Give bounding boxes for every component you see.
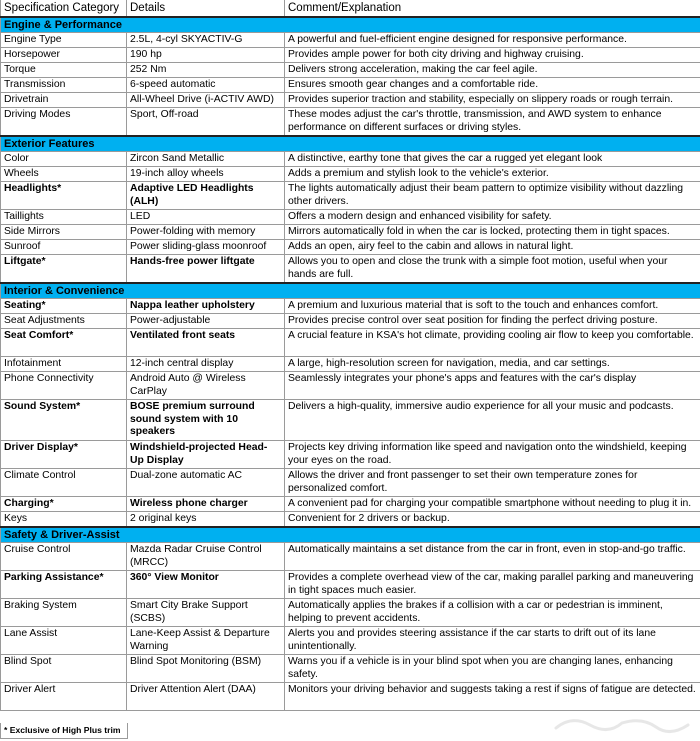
details-cell: Power-adjustable bbox=[127, 314, 285, 329]
category-cell: Wheels bbox=[1, 167, 127, 182]
category-cell: Torque bbox=[1, 63, 127, 78]
category-cell: Lane Assist bbox=[1, 627, 127, 655]
details-cell: Blind Spot Monitoring (BSM) bbox=[127, 655, 285, 683]
category-cell: Blind Spot bbox=[1, 655, 127, 683]
table-row bbox=[1, 329, 700, 357]
category-cell: Engine Type bbox=[1, 33, 127, 48]
category-cell: Phone Connectivity bbox=[1, 372, 127, 400]
details-cell: Sport, Off-road bbox=[127, 108, 285, 137]
comment-cell: These modes adjust the car's throttle, transmission, and AWD system to enhance performance on different surfaces or driving styles. bbox=[285, 108, 700, 137]
category-cell: Sound System* bbox=[1, 400, 127, 441]
table-row bbox=[1, 655, 700, 683]
table-row bbox=[1, 255, 700, 284]
comment-cell: Ensures smooth gear changes and a comfortable ride. bbox=[285, 78, 700, 93]
comment-cell: Provides a complete overhead view of the car, making parallel parking and maneuvering in tight spaces much easier. bbox=[285, 571, 700, 599]
category-cell: Horsepower bbox=[1, 48, 127, 63]
table-row bbox=[1, 182, 700, 210]
category-cell: Braking System bbox=[1, 599, 127, 627]
details-cell: LED bbox=[127, 210, 285, 225]
comment-cell: A crucial feature in KSA's hot climate, providing cooling air flow to keep you comfortable. bbox=[285, 329, 700, 357]
watermark-logo bbox=[552, 713, 692, 735]
comment-cell: Provides ample power for both city driving and highway cruising. bbox=[285, 48, 700, 63]
category-cell: Color bbox=[1, 152, 127, 167]
comment-cell: Delivers a high-quality, immersive audio experience for all your music and podcasts. bbox=[285, 400, 700, 441]
table-row bbox=[1, 543, 700, 571]
details-cell: Ventilated front seats bbox=[127, 329, 285, 357]
comment-cell: Offers a modern design and enhanced visibility for safety. bbox=[285, 210, 700, 225]
category-cell: Seat Adjustments bbox=[1, 314, 127, 329]
table-row bbox=[1, 357, 700, 372]
table-row bbox=[1, 441, 700, 469]
comment-cell: Monitors your driving behavior and suggests taking a rest if signs of fatigue are detected. bbox=[285, 683, 700, 711]
table-row bbox=[1, 48, 700, 63]
category-cell: Seat Comfort* bbox=[1, 329, 127, 357]
comment-cell: Provides precise control over seat position for finding the perfect driving posture. bbox=[285, 314, 700, 329]
comment-cell: Provides superior traction and stability, especially on slippery roads or rough terrain. bbox=[285, 93, 700, 108]
section-title: Safety & Driver-Assist bbox=[1, 527, 700, 543]
details-cell: 360° View Monitor bbox=[127, 571, 285, 599]
section-header-row bbox=[1, 136, 700, 152]
table-row bbox=[1, 33, 700, 48]
header-row bbox=[1, 0, 700, 17]
table-row bbox=[1, 108, 700, 137]
category-cell: Sunroof bbox=[1, 240, 127, 255]
details-cell: BOSE premium surround sound system with 10 speakers bbox=[127, 400, 285, 441]
table-row bbox=[1, 571, 700, 599]
column-header-details: Details bbox=[127, 0, 285, 17]
table-row bbox=[1, 599, 700, 627]
details-cell: Wireless phone charger bbox=[127, 497, 285, 512]
column-header-category: Specification Category bbox=[1, 0, 127, 17]
category-cell: Seating* bbox=[1, 299, 127, 314]
details-cell: Dual-zone automatic AC bbox=[127, 469, 285, 497]
comment-cell: Convenient for 2 drivers or backup. bbox=[285, 512, 700, 528]
table-row bbox=[1, 240, 700, 255]
details-cell: 6-speed automatic bbox=[127, 78, 285, 93]
details-cell: Hands-free power liftgate bbox=[127, 255, 285, 284]
details-cell: Driver Attention Alert (DAA) bbox=[127, 683, 285, 711]
details-cell: 190 hp bbox=[127, 48, 285, 63]
section-title: Exterior Features bbox=[1, 136, 700, 152]
comment-cell: Delivers strong acceleration, making the car feel agile. bbox=[285, 63, 700, 78]
table-row bbox=[1, 314, 700, 329]
table-row bbox=[1, 63, 700, 78]
comment-cell: Warns you if a vehicle is in your blind spot when you are changing lanes, enhancing safety. bbox=[285, 655, 700, 683]
table-row bbox=[1, 627, 700, 655]
category-cell: Side Mirrors bbox=[1, 225, 127, 240]
details-cell: Adaptive LED Headlights (ALH) bbox=[127, 182, 285, 210]
category-cell: Driver Display* bbox=[1, 441, 127, 469]
details-cell: Nappa leather upholstery bbox=[127, 299, 285, 314]
section-title: Interior & Convenience bbox=[1, 283, 700, 299]
comment-cell: A powerful and fuel-efficient engine designed for responsive performance. bbox=[285, 33, 700, 48]
section-header-row bbox=[1, 17, 700, 33]
footnote: * Exclusive of High Plus trim bbox=[0, 723, 128, 739]
category-cell: Infotainment bbox=[1, 357, 127, 372]
section-header-row bbox=[1, 527, 700, 543]
comment-cell: A distinctive, earthy tone that gives the car a rugged yet elegant look bbox=[285, 152, 700, 167]
comment-cell: The lights automatically adjust their beam pattern to optimize visibility without dazzling other drivers. bbox=[285, 182, 700, 210]
table-row bbox=[1, 400, 700, 441]
comment-cell: A large, high-resolution screen for navigation, media, and car settings. bbox=[285, 357, 700, 372]
details-cell: Windshield-projected Head-Up Display bbox=[127, 441, 285, 469]
comment-cell: Automatically maintains a set distance from the car in front, even in stop-and-go traffic. bbox=[285, 543, 700, 571]
category-cell: Transmission bbox=[1, 78, 127, 93]
table-row bbox=[1, 372, 700, 400]
comment-cell: Allows the driver and front passenger to set their own temperature zones for personalized comfort. bbox=[285, 469, 700, 497]
category-cell: Parking Assistance* bbox=[1, 571, 127, 599]
category-cell: Taillights bbox=[1, 210, 127, 225]
table-row bbox=[1, 683, 700, 711]
comment-cell: Projects key driving information like speed and navigation onto the windshield, keeping your eyes on the road. bbox=[285, 441, 700, 469]
table-row bbox=[1, 225, 700, 240]
category-cell: Drivetrain bbox=[1, 93, 127, 108]
table-row bbox=[1, 93, 700, 108]
details-cell: Mazda Radar Cruise Control (MRCC) bbox=[127, 543, 285, 571]
table-row bbox=[1, 497, 700, 512]
details-cell: All-Wheel Drive (i-ACTIV AWD) bbox=[127, 93, 285, 108]
details-cell: Smart City Brake Support (SCBS) bbox=[127, 599, 285, 627]
details-cell: 12-inch central display bbox=[127, 357, 285, 372]
section-title: Engine & Performance bbox=[1, 17, 700, 33]
comment-cell: Automatically applies the brakes if a collision with a car or pedestrian is imminent, helping to prevent accidents. bbox=[285, 599, 700, 627]
comment-cell: Seamlessly integrates your phone's apps and features with the car's display bbox=[285, 372, 700, 400]
category-cell: Driving Modes bbox=[1, 108, 127, 137]
comment-cell: Alerts you and provides steering assistance if the car starts to drift out of its lane unintentionally. bbox=[285, 627, 700, 655]
table-row bbox=[1, 512, 700, 528]
spec-table-body bbox=[1, 17, 700, 711]
details-cell: Lane-Keep Assist & Departure Warning bbox=[127, 627, 285, 655]
comment-cell: A convenient pad for charging your compatible smartphone without needing to plug it in. bbox=[285, 497, 700, 512]
details-cell: 252 Nm bbox=[127, 63, 285, 78]
table-row bbox=[1, 167, 700, 182]
details-cell: 19-inch alloy wheels bbox=[127, 167, 285, 182]
table-row bbox=[1, 78, 700, 93]
table-row bbox=[1, 210, 700, 225]
category-cell: Keys bbox=[1, 512, 127, 528]
details-cell: Power-folding with memory bbox=[127, 225, 285, 240]
details-cell: 2 original keys bbox=[127, 512, 285, 528]
category-cell: Charging* bbox=[1, 497, 127, 512]
table-row bbox=[1, 152, 700, 167]
details-cell: Power sliding-glass moonroof bbox=[127, 240, 285, 255]
table-row bbox=[1, 299, 700, 314]
comment-cell: Adds a premium and stylish look to the vehicle's exterior. bbox=[285, 167, 700, 182]
comment-cell: Allows you to open and close the trunk with a simple foot motion, useful when your hands are full. bbox=[285, 255, 700, 284]
details-cell: Zircon Sand Metallic bbox=[127, 152, 285, 167]
comment-cell: A premium and luxurious material that is soft to the touch and enhances comfort. bbox=[285, 299, 700, 314]
column-header-comment: Comment/Explanation bbox=[285, 0, 700, 17]
details-cell: Android Auto @ Wireless CarPlay bbox=[127, 372, 285, 400]
category-cell: Climate Control bbox=[1, 469, 127, 497]
category-cell: Cruise Control bbox=[1, 543, 127, 571]
category-cell: Headlights* bbox=[1, 182, 127, 210]
category-cell: Driver Alert bbox=[1, 683, 127, 711]
details-cell: 2.5L, 4-cyl SKYACTIV-G bbox=[127, 33, 285, 48]
table-row bbox=[1, 469, 700, 497]
section-header-row bbox=[1, 283, 700, 299]
comment-cell: Adds an open, airy feel to the cabin and allows in natural light. bbox=[285, 240, 700, 255]
comment-cell: Mirrors automatically fold in when the car is locked, protecting them in tight spaces. bbox=[285, 225, 700, 240]
category-cell: Liftgate* bbox=[1, 255, 127, 284]
